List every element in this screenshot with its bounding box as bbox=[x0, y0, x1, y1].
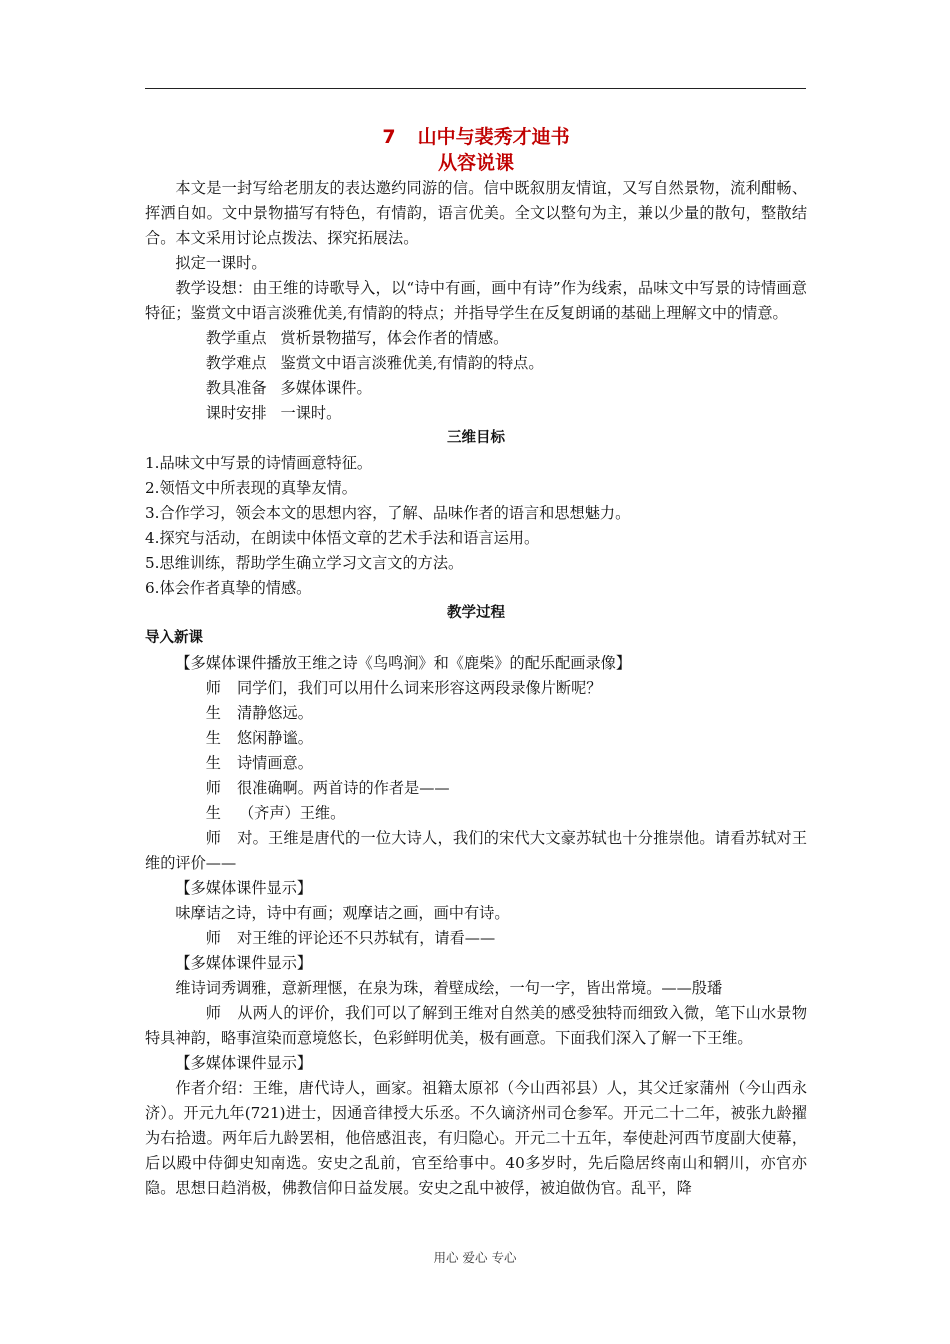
goal-item: 2.领悟文中所表现的真挚友情。 bbox=[145, 479, 357, 497]
section-heading: 导入新课 bbox=[145, 630, 203, 646]
dialogue-text: 很准确啊。两首诗的作者是—— bbox=[236, 779, 450, 797]
header-rule bbox=[145, 88, 806, 89]
goal-item: 1.品味文中写景的诗情画意特征。 bbox=[145, 454, 373, 472]
speaker: 师 bbox=[205, 1004, 221, 1022]
dialogue-line bbox=[145, 826, 807, 876]
quote: 味摩诘之诗，诗中有画；观摩诘之画，画中有诗。 bbox=[175, 904, 510, 922]
speaker: 生 bbox=[205, 704, 221, 722]
lesson-number: 7 bbox=[382, 126, 396, 148]
speaker: 师 bbox=[205, 829, 221, 847]
dialogue-text: （齐声）王维。 bbox=[238, 804, 346, 822]
dialogue-text: 对王维的评论还不只苏轼有，请看—— bbox=[236, 929, 496, 947]
document-body bbox=[145, 124, 807, 1201]
dialogue-line bbox=[145, 751, 807, 776]
goal-item: 3.合作学习，领会本文的思想内容，了解、品味作者的语言和思想魅力。 bbox=[145, 504, 631, 522]
goal-item: 6.体会作者真挚的情感。 bbox=[145, 579, 312, 597]
media-note: 【多媒体课件显示】 bbox=[175, 1054, 313, 1072]
media-note: 【多媒体课件播放王维之诗《鸟鸣涧》和《鹿柴》的配乐配画录像】 bbox=[175, 654, 632, 672]
speaker: 生 bbox=[205, 804, 221, 822]
intro-paragraph: 教学设想：由王维的诗歌导入，以“诗中有画，画中有诗”作为线索，品味文中写景的诗情画意特征；鉴赏文中语言淡雅优美,有情韵的特点；并指导学生在反复朗诵的基础上理解文中的情意。 bbox=[145, 279, 807, 322]
speaker: 师 bbox=[205, 679, 221, 697]
dialogue-text: 同学们，我们可以用什么词来形容这两段录像片断呢？ bbox=[236, 679, 602, 697]
plan-text: 一课时。 bbox=[280, 404, 342, 422]
author-bio: 作者介绍：王维，唐代诗人，画家。祖籍太原祁（今山西祁县）人，其父迁家蒲州（今山西永济）。开元九年(721)进士，因通音律授大乐丞。不久谪济州司仓参军。开元二十二年，被张九龄擢为右拾遗。两年后九龄罢相，他倍感沮丧，有归隐心。开元二十五年，奉使赴河西节度副大使幕，后以殿中侍御史知南选。安史之乱前，官至给事中。40多岁时，先后隐居终南山和辋川，亦官亦隐。思想日趋消极，佛教信仰日益发展。安史之乱中被俘，被迫做伪官。乱平，降 bbox=[145, 1079, 807, 1197]
dialogue-text: 诗情画意。 bbox=[236, 754, 313, 772]
speaker: 师 bbox=[205, 779, 221, 797]
dialogue-line bbox=[145, 801, 807, 826]
goal-item: 5.思维训练，帮助学生确立学习文言文的方法。 bbox=[145, 554, 464, 572]
intro-paragraph: 拟定一课时。 bbox=[175, 254, 267, 272]
dialogue-line bbox=[145, 701, 807, 726]
page-footer: 用心 爱心 专心 bbox=[433, 1250, 517, 1265]
plan-label: 教学重点 bbox=[205, 329, 267, 347]
lesson-subtitle: 从容说课 bbox=[437, 152, 514, 174]
plan-row bbox=[145, 351, 807, 376]
speaker: 生 bbox=[205, 754, 221, 772]
plan-row bbox=[145, 376, 807, 401]
plan-text: 鉴赏文中语言淡雅优美,有情韵的特点。 bbox=[280, 354, 544, 372]
dialogue-text: 从两人的评价，我们可以了解到王维对自然美的感受独特而细致入微，笔下山水景物特具神韵，略事渲染而意境悠长，色彩鲜明优美，极有画意。下面我们深入了解一下王维。 bbox=[145, 1004, 807, 1047]
dialogue-line bbox=[145, 726, 807, 751]
plan-label: 课时安排 bbox=[205, 404, 267, 422]
dialogue-text: 清静悠远。 bbox=[236, 704, 313, 722]
plan-row bbox=[145, 326, 807, 351]
intro-paragraph: 本文是一封写给老朋友的表达邀约同游的信。信中既叙朋友情谊，又写自然景物，流利酣畅、挥洒自如。文中景物描写有特色，有情韵，语言优美。全文以整句为主，兼以少量的散句，整散结合。本文采用讨论点拨法、探究拓展法。 bbox=[145, 179, 807, 247]
lesson-title bbox=[145, 124, 807, 150]
speaker: 生 bbox=[205, 729, 221, 747]
lesson-title-text: 山中与裴秀才迪书 bbox=[417, 126, 570, 148]
plan-label: 教学难点 bbox=[205, 354, 267, 372]
quote: 维诗词秀调雅，意新理惬，在泉为珠，着壁成绘，一句一字，皆出常境。——殷璠 bbox=[175, 979, 723, 997]
dialogue-line bbox=[145, 926, 807, 951]
goal-item: 4.探究与活动，在朗读中体悟文章的艺术手法和语言运用。 bbox=[145, 529, 540, 547]
dialogue-line bbox=[145, 776, 807, 801]
plan-label: 教具准备 bbox=[205, 379, 267, 397]
goals-heading: 三维目标 bbox=[447, 430, 505, 446]
speaker: 师 bbox=[205, 929, 221, 947]
media-note: 【多媒体课件显示】 bbox=[175, 879, 313, 897]
process-heading: 教学过程 bbox=[447, 605, 505, 621]
plan-text: 赏析景物描写，体会作者的情感。 bbox=[280, 329, 509, 347]
plan-row bbox=[145, 401, 807, 426]
dialogue-text: 对。王维是唐代的一位大诗人，我们的宋代大文豪苏轼也十分推崇他。请看苏轼对王维的评价—— bbox=[145, 829, 807, 872]
media-note: 【多媒体课件显示】 bbox=[175, 954, 313, 972]
dialogue-line bbox=[145, 676, 807, 701]
dialogue-line bbox=[145, 1001, 807, 1051]
dialogue-text: 悠闲静谧。 bbox=[236, 729, 313, 747]
plan-text: 多媒体课件。 bbox=[280, 379, 372, 397]
